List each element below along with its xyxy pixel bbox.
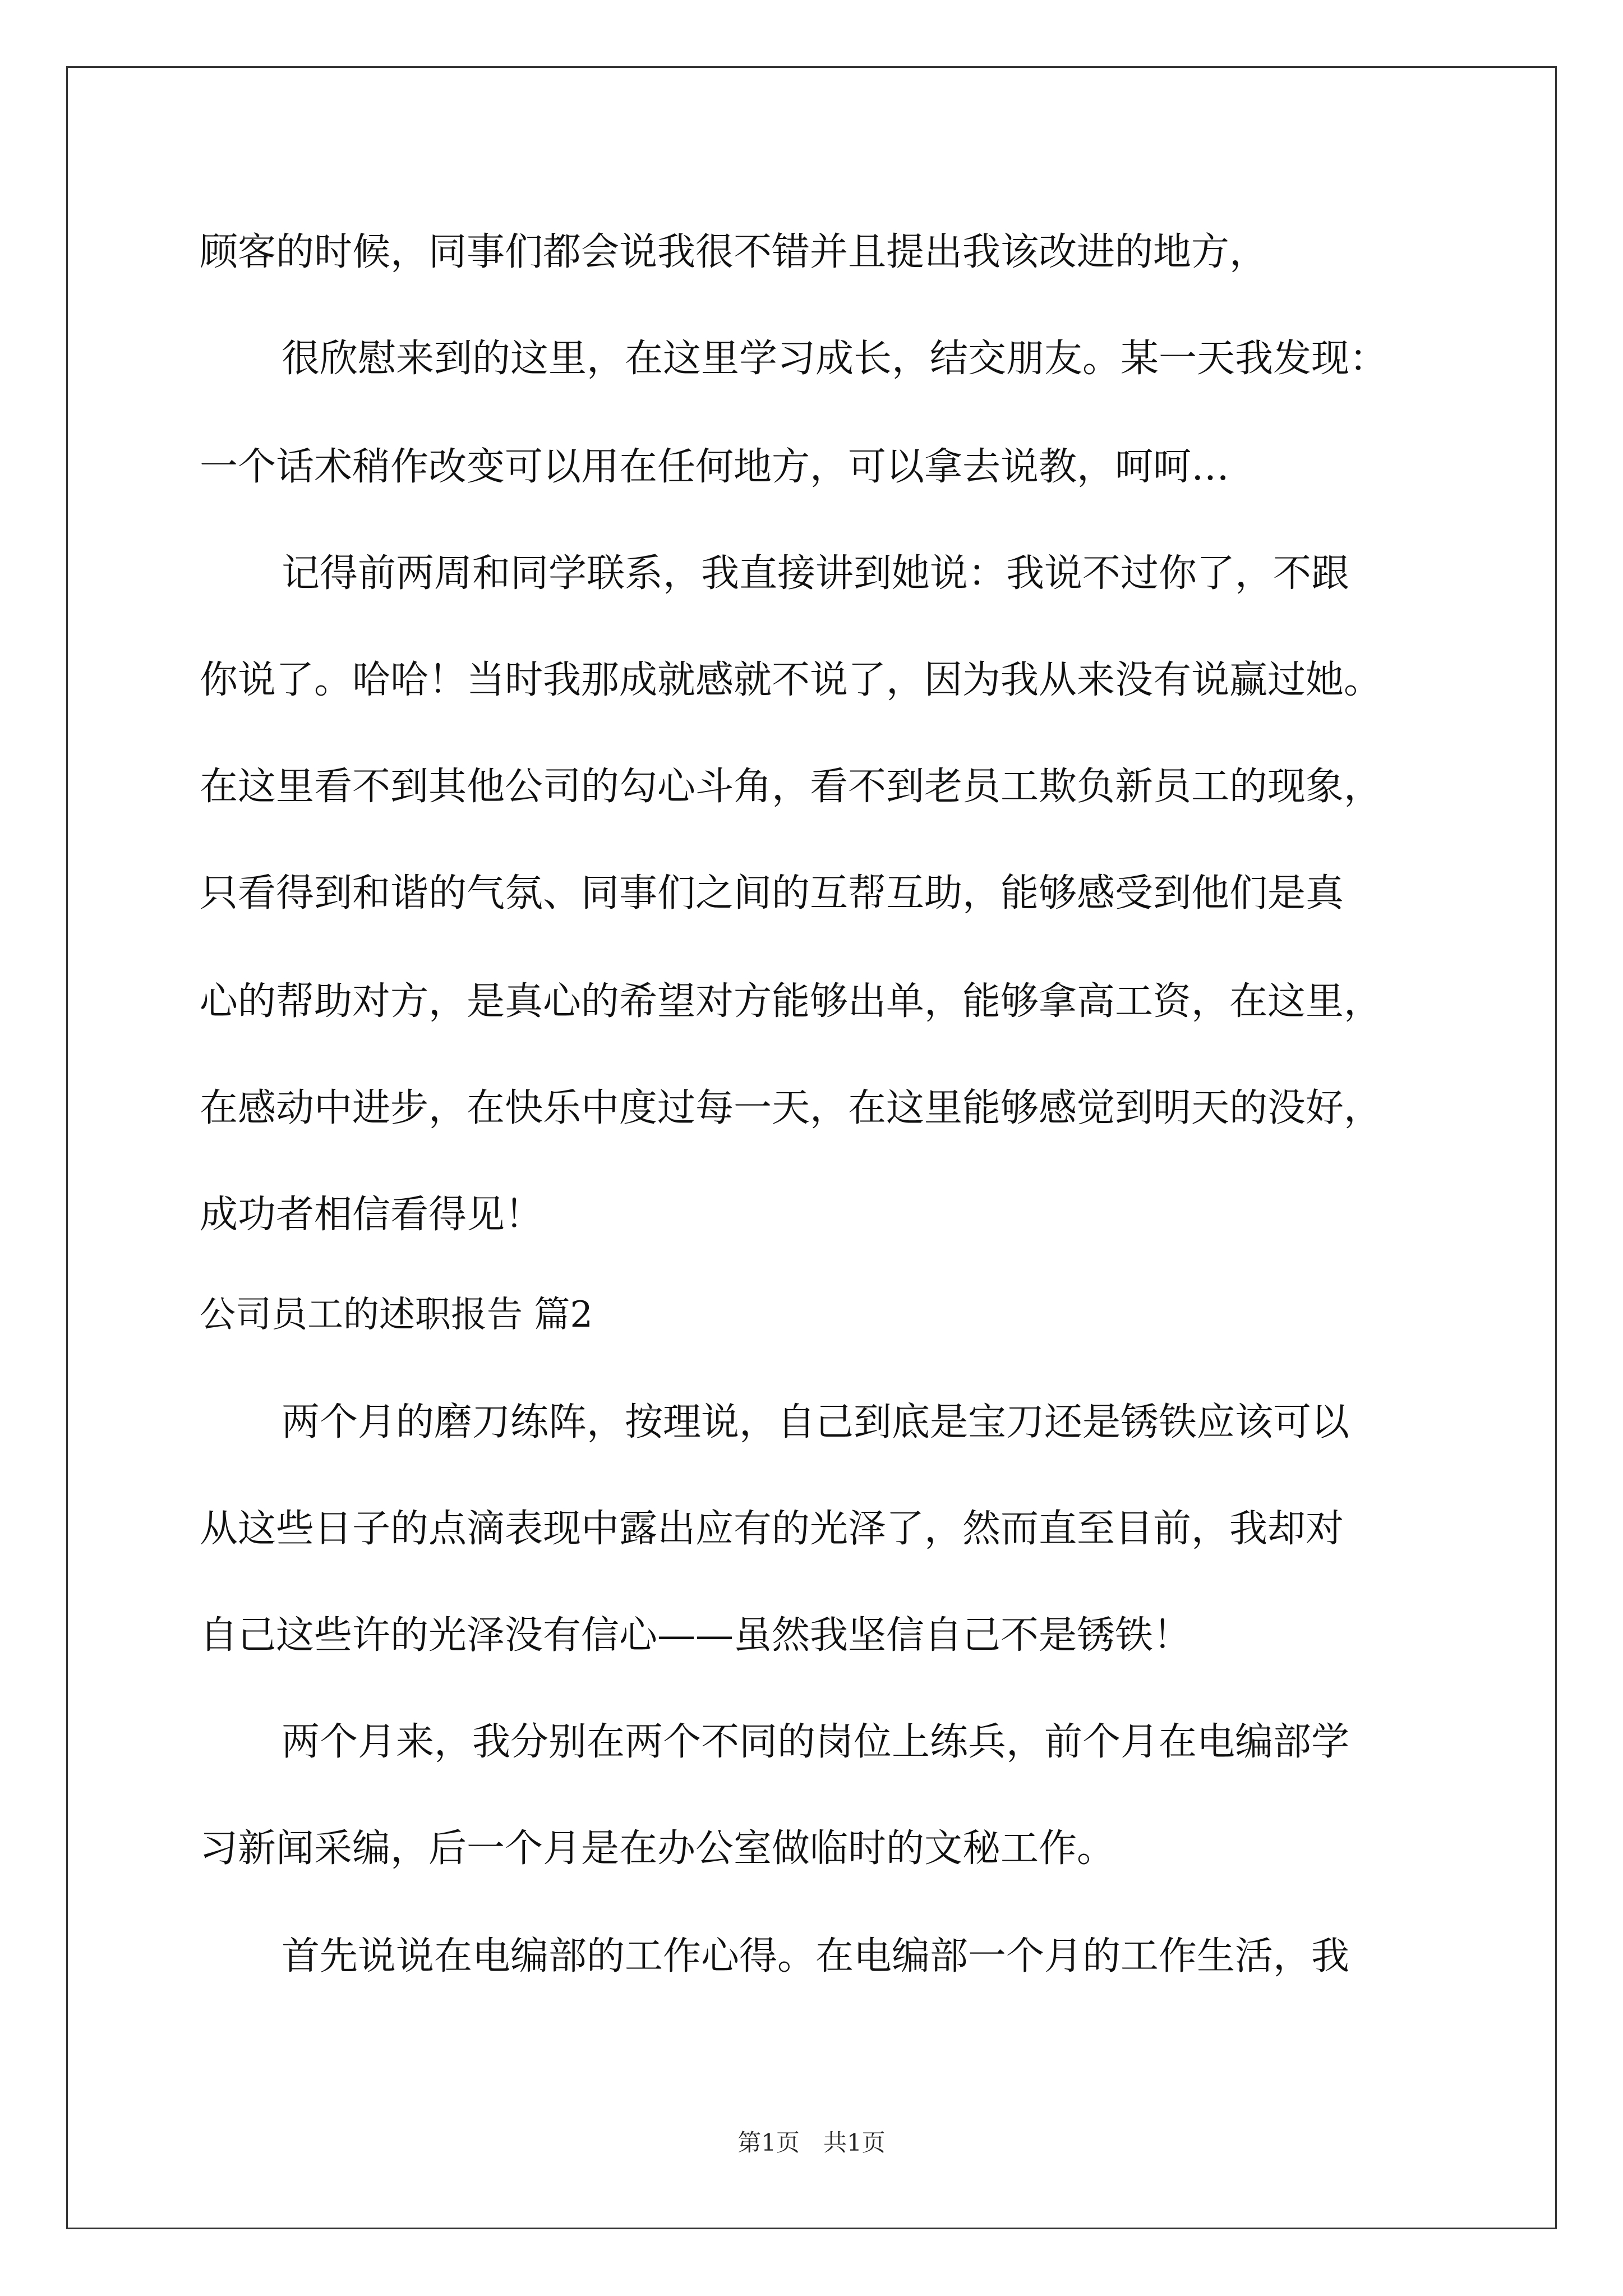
text-line-6: 在这里看不到其他公司的勾心斗角，看不到老员工欺负新员工的现象，	[200, 765, 1382, 809]
text-line-12: 两个月的磨刀练阵，按理说，自己到底是宝刀还是锈铁应该可以	[282, 1400, 1350, 1444]
text-line-16: 习新闻采编，后一个月是在办公室做临时的文秘工作。	[200, 1826, 1115, 1871]
text-line-17: 首先说说在电编部的工作心得。在电编部一个月的工作生活，我	[282, 1934, 1350, 1978]
text-line-13: 从这些日子的点滴表现中露出应有的光泽了，然而直至目前，我却对	[200, 1507, 1344, 1551]
section-heading: 公司员工的述职报告 篇2	[200, 1294, 593, 1336]
text-line-14: 自己这些许的光泽没有信心——虽然我坚信自己不是锈铁！	[200, 1613, 1192, 1658]
text-line-2: 很欣慰来到的这里，在这里学习成长，结交朋友。某一天我发现：	[282, 337, 1388, 381]
text-line-10: 成功者相信看得见！	[200, 1193, 543, 1237]
text-line-5: 你说了。哈哈！当时我那成就感就不说了，因为我从来没有说赢过她。	[200, 658, 1382, 702]
text-line-9: 在感动中进步，在快乐中度过每一天，在这里能够感觉到明天的没好，	[200, 1086, 1382, 1130]
text-line-8: 心的帮助对方，是真心的希望对方能够出单，能够拿高工资，在这里，	[200, 979, 1382, 1024]
page-footer: 第1页 共1页	[737, 2129, 886, 2156]
text-line-7: 只看得到和谐的气氛、同事们之间的互帮互助，能够感受到他们是真	[200, 871, 1344, 915]
text-line-1: 顾客的时候，同事们都会说我很不错并且提出我该改进的地方，	[200, 230, 1268, 274]
text-line-4: 记得前两周和同学联系，我直接讲到她说：我说不过你了，不跟	[282, 551, 1350, 596]
text-line-15: 两个月来，我分别在两个不同的岗位上练兵，前个月在电编部学	[282, 1720, 1350, 1764]
text-line-3: 一个话术稍作改变可以用在任何地方，可以拿去说教，呵呵…	[200, 445, 1230, 489]
